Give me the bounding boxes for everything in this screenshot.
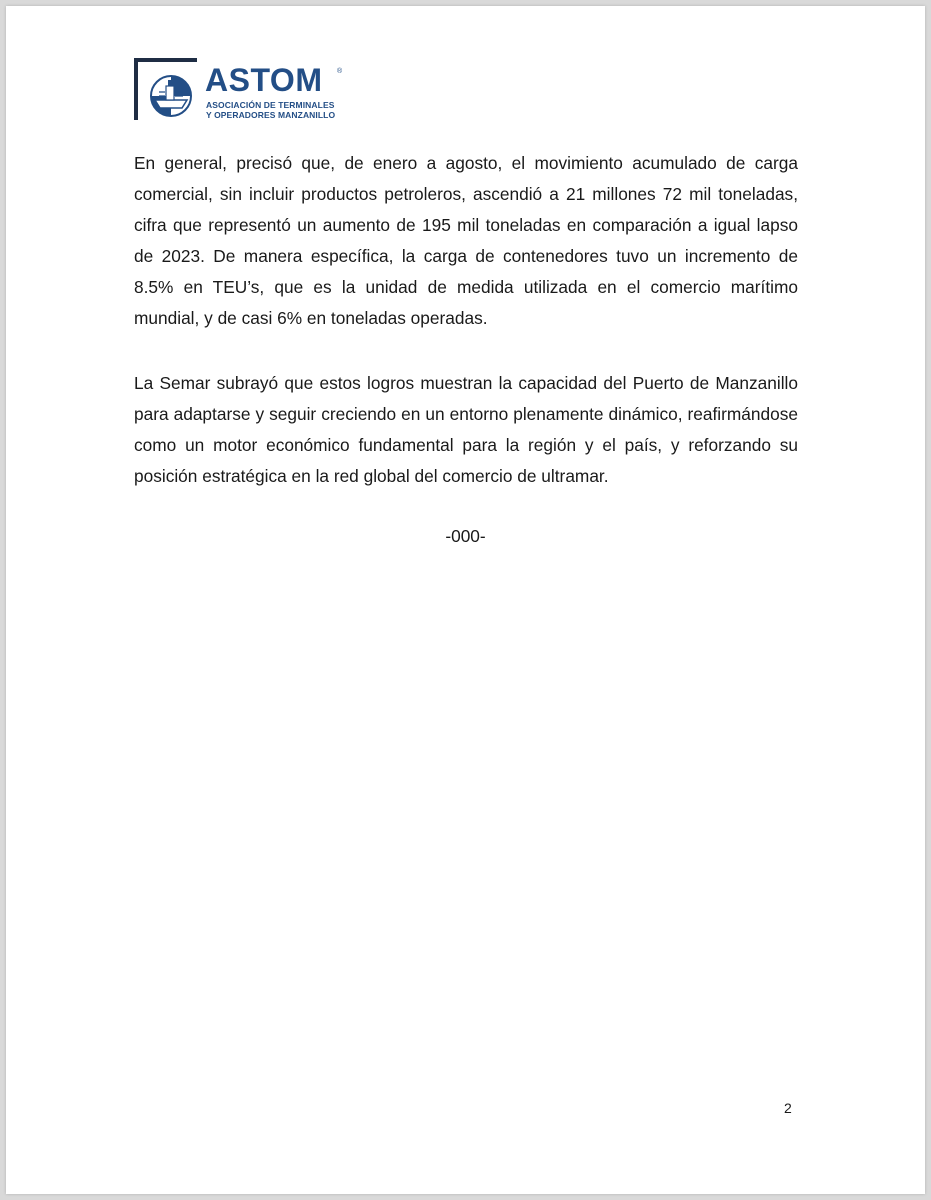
page-number: 2 <box>784 1100 792 1116</box>
astom-logo <box>133 56 363 126</box>
ship-emblem-icon <box>133 56 199 122</box>
document-page <box>6 6 925 1194</box>
closing-mark: -000- <box>445 526 486 546</box>
logo-subtitle-line2: Y OPERADORES MANZANILLO <box>206 110 336 120</box>
registered-mark: ® <box>337 68 343 75</box>
logo-subtitle <box>206 100 335 120</box>
body-paragraph-1: En general, precisó que, de enero a agosto, el movimiento acumulado de carga comercial, sin incluir productos petroleros, ascendió a 21 millones 72 mil toneladas, cifra que representó un aumento de 195 mil toneladas en comparación a igual lapso de 2023. De manera específica, la carga de contenedores tuvo un incremento de 8.5% en TEU’s, que es la unidad de medida utilizada en el comercio marítimo mundial, y de casi 6% en toneladas operadas. <box>134 153 798 328</box>
logo-subtitle-line1: ASOCIACIÓN DE TERMINALES <box>206 100 335 110</box>
body-paragraph-2: La Semar subrayó que estos logros muestran la capacidad del Puerto de Manzanillo para adaptarse y seguir creciendo en un entorno plenamente dinámico, reafirmándose como un motor económico fundamental para la región y el país, y reforzando su posición estratégica en la red global del comercio de ultramar. <box>134 373 798 486</box>
logo-wordmark: ASTOM <box>205 62 323 98</box>
